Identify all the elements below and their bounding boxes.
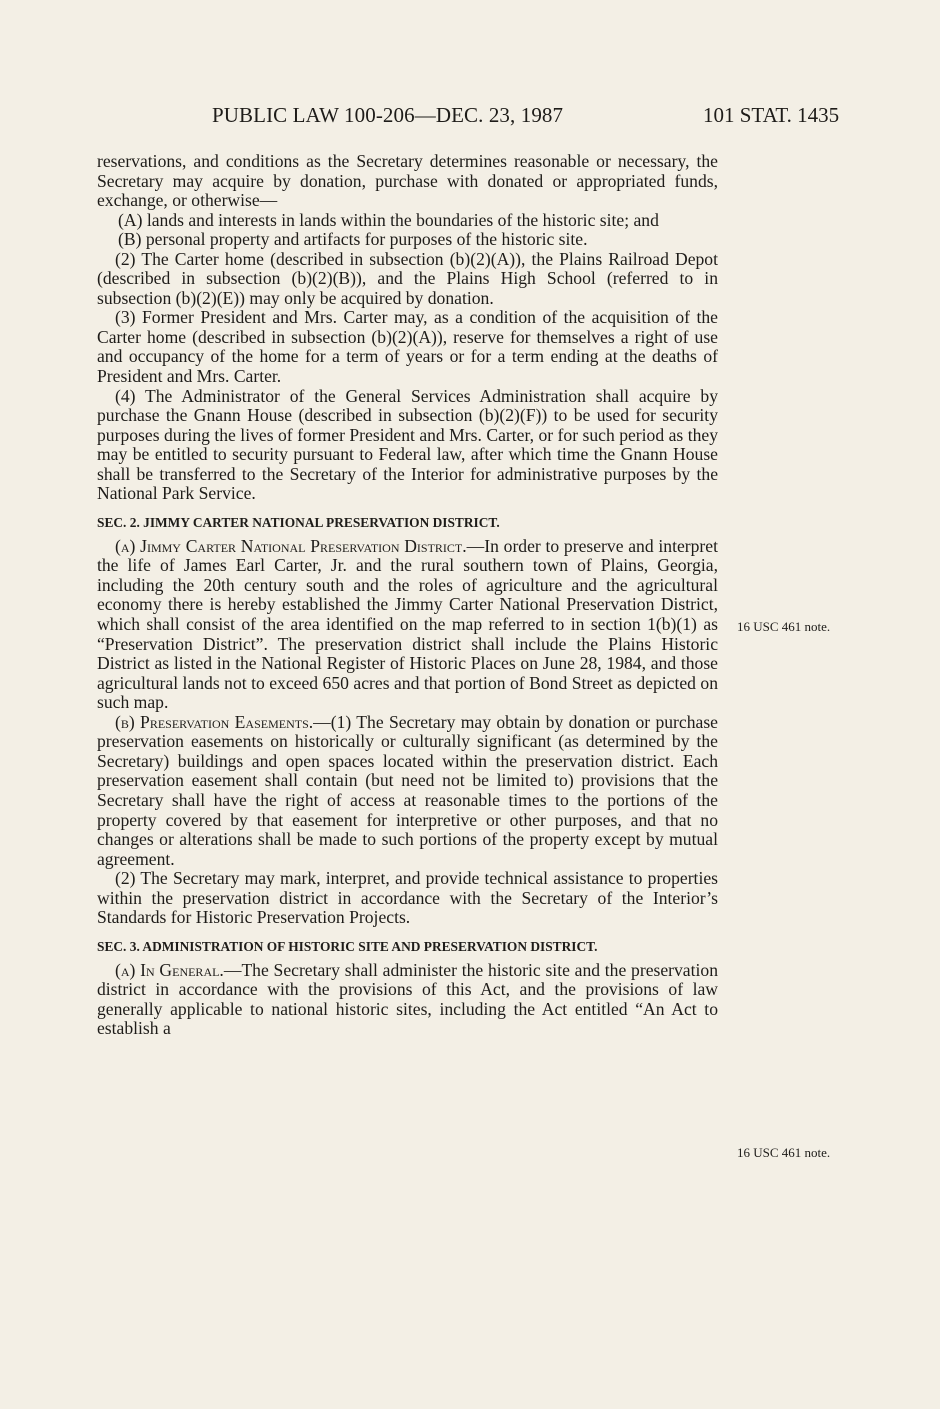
section-2b-text: —(1) The Secretary may obtain by donation or purchase preservation easements on historically or culturally significant (as determined by the Secretary) buildings and open spaces located within the preservation district. Each preservation easement shall contain (but need not be limited to) provisions that the Secretary shall have the right of access at reasonable times to the portions of the property covered by that easement for interpretive or other purposes, and that no changes or alterations shall be made to such portions of the property except by mutual agreement.	[97, 711, 718, 869]
body-text	[97, 152, 718, 1039]
page-header	[0, 103, 940, 133]
paragraph-1b: (B) personal property and artifacts for purposes of the historic site.	[118, 229, 588, 250]
section-3a	[97, 961, 718, 1039]
paragraph-3: (3) Former President and Mrs. Carter may, as a condition of the acquisition of the Carter home (described in subsection (b)(2)(A)), reserve for themselves a right of use and occupancy of the home for a term of years or for a term ending at the deaths of President and Mrs. Carter.	[97, 307, 718, 387]
paragraph-2: (2) The Carter home (described in subsection (b)(2)(A)), the Plains Railroad Depot (described in subsection (b)(2)(B)), and the Plains High School (referred to in subsection (b)(2)(E)) may only be acquired by donation.	[97, 248, 718, 308]
margin-note-sec2: 16 USC 461 note.	[737, 619, 831, 634]
header-title: PUBLIC LAW 100-206—DEC. 23, 1987	[212, 103, 564, 127]
section-2b	[97, 713, 718, 869]
paragraph-4: (4) The Administrator of the General Services Administration shall acquire by purchase the Gnann House (described in subsection (b)(2)(F)) to be used for security purposes during the lives of former President and Mrs. Carter, or for such period as they may be entitled to security pursuant to Federal law, after which time the Gnann House shall be transferred to the Secretary of the Interior for administrative purposes by the National Park Service.	[97, 385, 718, 504]
margin-note-sec3: 16 USC 461 note.	[737, 1145, 831, 1160]
header-stat-citation: 101 STAT. 1435	[703, 103, 840, 127]
section-2a-label: (a) Jimmy Carter National Preservation District.	[115, 535, 467, 556]
section-2b-2: (2) The Secretary may mark, interpret, and provide technical assistance to properties within the preservation district in accordance with the Secretary of the Interior’s Standards for Historic Preservation Projects.	[97, 868, 718, 928]
section-2a	[97, 537, 718, 713]
paragraph-continuation: reservations, and conditions as the Secretary determines reasonable or necessary, the Secretary may acquire by donation, purchase with donated or appropriated funds, exchange, or otherwise—	[97, 151, 718, 211]
section-3a-text: —The Secretary shall administer the historic site and the preservation district in accordance with the provisions of this Act, and the provisions of law generally applicable to national historic sites, including the Act entitled “An Act to establish a	[97, 959, 718, 1039]
section-3-heading: SEC. 3. ADMINISTRATION OF HISTORIC SITE AND PRESERVATION DISTRICT.	[97, 938, 598, 954]
section-3a-label: (a) In General.	[115, 959, 224, 980]
paragraph-1a: (A) lands and interests in lands within the boundaries of the historic site; and	[118, 209, 659, 230]
section-2-heading: SEC. 2. JIMMY CARTER NATIONAL PRESERVATION DISTRICT.	[97, 514, 500, 530]
section-2a-text: —In order to preserve and interpret the life of James Earl Carter, Jr. and the rural southern town of Plains, Georgia, including the 20th century south and the roles of agriculture and the agricultural economy there is hereby established the Jimmy Carter National Preservation District, which shall consist of the area identified on the map referred to in section 1(b)(1) as “Preservation District”. The preservation district shall include the Plains Historic District as listed in the National Register of Historic Places on June 28, 1984, and those agricultural lands not to exceed 650 acres and that portion of Bond Street as depicted on such map.	[97, 535, 718, 713]
section-2b-label: (b) Preservation Easements.	[115, 711, 314, 732]
